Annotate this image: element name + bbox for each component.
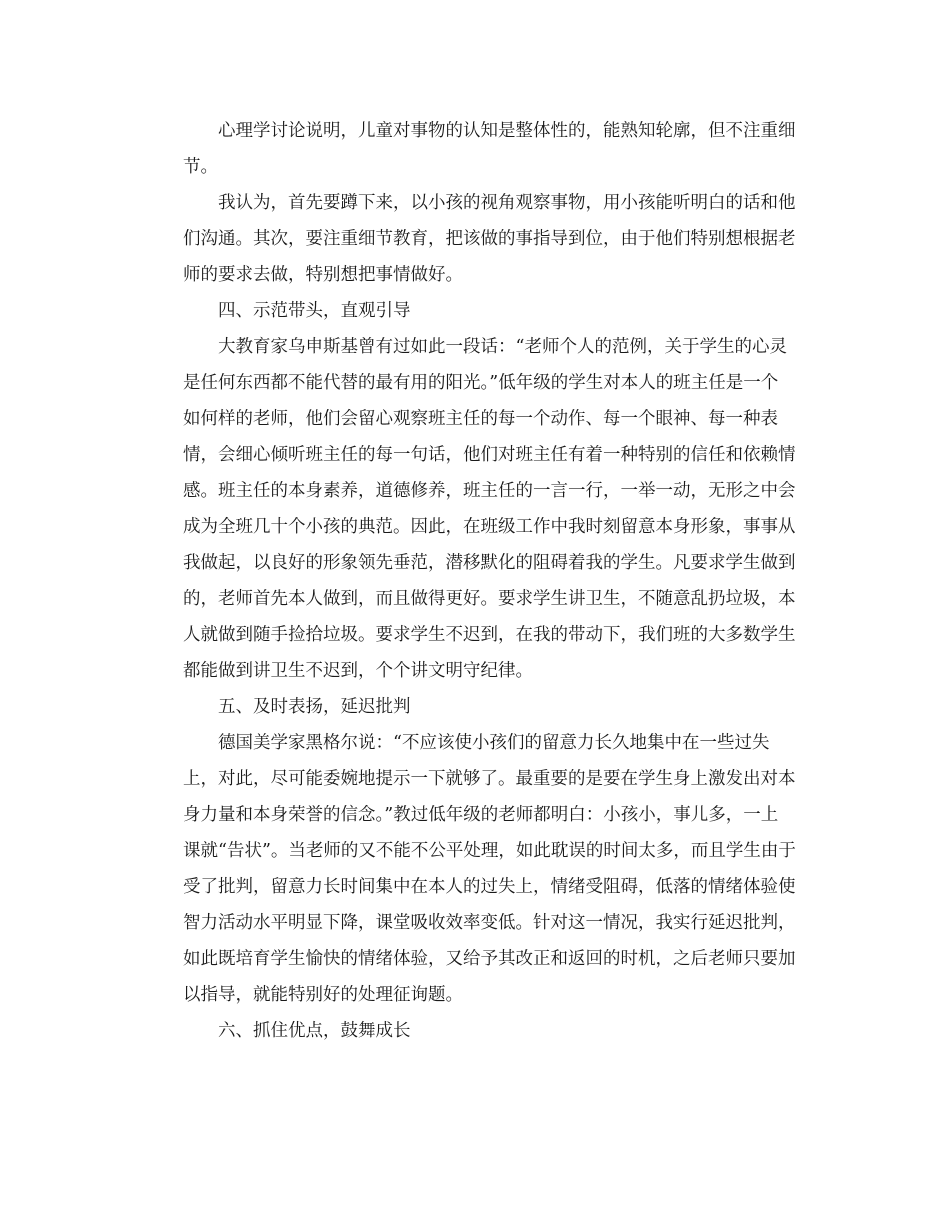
- text-line: 德国美学家黑格尔说：“不应该使小孩们的留意力长久地集中在一些过失: [218, 733, 770, 753]
- text-line: 如此既培育学生愉快的情绪体验，又给予其改正和返回的时机，之后老师只要加: [183, 949, 796, 969]
- text-line: 成为全班几十个小孩的典范。因此，在班级工作中我时刻留意本身形象，事事从: [183, 517, 796, 537]
- section-heading: [148, 1013, 800, 1049]
- text-line: 我做起，以良好的形象领先垂范，潜移默化的阻碍着我的学生。凡要求学生做到: [183, 553, 796, 573]
- text-line: 感。班主任的本身素养，道德修养，班主任的一言一行，一举一动，无形之中会: [183, 481, 796, 501]
- text-line: 情，会细心倾听班主任的每一句话，他们对班主任有着一种特别的信任和依赖情: [183, 445, 796, 465]
- text-line: 智力活动水平明显下降，课堂吸收效率变低。针对这一情况，我实行延迟批判，: [183, 913, 796, 933]
- paragraph: [148, 329, 800, 689]
- paragraph: [148, 725, 800, 1013]
- text-line: 大教育家乌申斯基曾有过如此一段话：“老师个人的范例，关于学生的心灵: [218, 337, 787, 357]
- document-body: [148, 113, 800, 1049]
- text-line: 节。: [183, 157, 218, 177]
- text-line: 课就“告状”。当老师的又不能不公平处理，如此耽误的时间太多，而且学生由于: [183, 841, 796, 861]
- text-line: 我认为，首先要蹲下来，以小孩的视角观察事物，用小孩能听明白的话和他: [218, 193, 796, 213]
- heading-text: 四、示范带头，直观引导: [218, 301, 411, 321]
- text-line: 如何样的老师，他们会留心观察班主任的每一个动作、每一个眼神、每一种表: [183, 409, 778, 429]
- heading-text: 五、及时表扬，延迟批判: [218, 697, 411, 717]
- section-heading: [148, 293, 800, 329]
- text-line: 是任何东西都不能代替的最有用的阳光。”低年级的学生对本人的班主任是一个: [183, 373, 779, 393]
- text-line: 心理学讨论说明，儿童对事物的认知是整体性的，能熟知轮廓，但不注重细: [218, 121, 796, 141]
- text-line: 以指导，就能特别好的处理征询题。: [183, 985, 463, 1005]
- text-line: 人就做到随手捡拾垃圾。要求学生不迟到，在我的带动下，我们班的大多数学生: [183, 625, 796, 645]
- text-line: 身力量和本身荣誉的信念。”教过低年级的老师都明白：小孩小，事儿多，一上: [183, 805, 779, 825]
- text-line: 上，对此，尽可能委婉地提示一下就够了。最重要的是要在学生身上激发出对本: [183, 769, 796, 789]
- text-line: 师的要求去做，特别想把事情做好。: [183, 265, 463, 285]
- paragraph: [148, 185, 800, 293]
- paragraph: [148, 113, 800, 185]
- text-line: 们沟通。其次，要注重细节教育，把该做的事指导到位，由于他们特别想根据老: [183, 229, 796, 249]
- heading-text: 六、抓住优点，鼓舞成长: [218, 1021, 411, 1041]
- text-line: 受了批判，留意力长时间集中在本人的过失上，情绪受阻碍，低落的情绪体验使: [183, 877, 796, 897]
- section-heading: [148, 689, 800, 725]
- text-line: 都能做到讲卫生不迟到，个个讲文明守纪律。: [183, 661, 533, 681]
- text-line: 的，老师首先本人做到，而且做得更好。要求学生讲卫生，不随意乱扔垃圾，本: [183, 589, 796, 609]
